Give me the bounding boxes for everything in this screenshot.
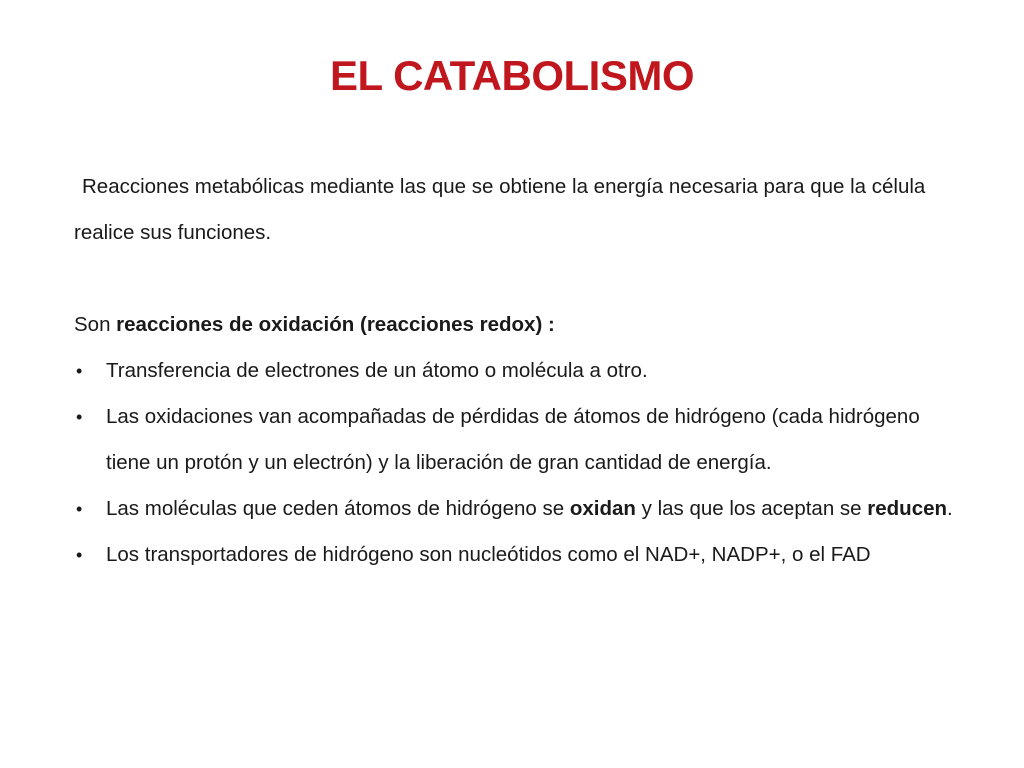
bullet-text: Las oxidaciones van acompañadas de pérdidas de átomos de hidrógeno (cada hidrógeno tiene un protón y un electrón) y la liberación de gran cantidad de energía. (106, 405, 920, 474)
bullet-text: Los transportadores de hidrógeno son nucleótidos como el NAD+, NADP+, o el FAD (106, 543, 871, 566)
bullet-text-part: y las que los aceptan se (635, 497, 868, 520)
paragraph-spacer (74, 256, 954, 302)
slide-body (74, 164, 954, 578)
bullet-icon: • (76, 545, 83, 565)
bullet-bold-oxidan: oxidan (569, 497, 636, 520)
bullet-item (74, 532, 954, 578)
bullet-text (106, 497, 953, 520)
bullet-item (74, 348, 954, 394)
bullet-bold-reducen: reducen (867, 497, 948, 520)
lead-bold-text: reacciones de oxidación (reacciones redox) : (116, 313, 555, 336)
intro-paragraph: Reacciones metabólicas mediante las que se obtiene la energía necesaria para que la célula realice sus funciones. (74, 175, 926, 244)
bullet-text-part: Las moléculas que ceden átomos de hidrógeno se (106, 497, 570, 520)
lead-prefix: Son (74, 313, 117, 336)
bullet-icon: • (76, 361, 83, 381)
bullet-icon: • (76, 499, 83, 519)
bullet-item (74, 486, 954, 532)
bullet-list (74, 348, 954, 578)
bullet-item (74, 394, 954, 486)
slide-title: EL CATABOLISMO (330, 52, 694, 99)
bullet-icon: • (76, 407, 83, 427)
lead-paragraph (74, 302, 954, 348)
bullet-text: Transferencia de electrones de un átomo o molécula a otro. (106, 359, 648, 382)
bullet-text-part: . (947, 497, 953, 520)
